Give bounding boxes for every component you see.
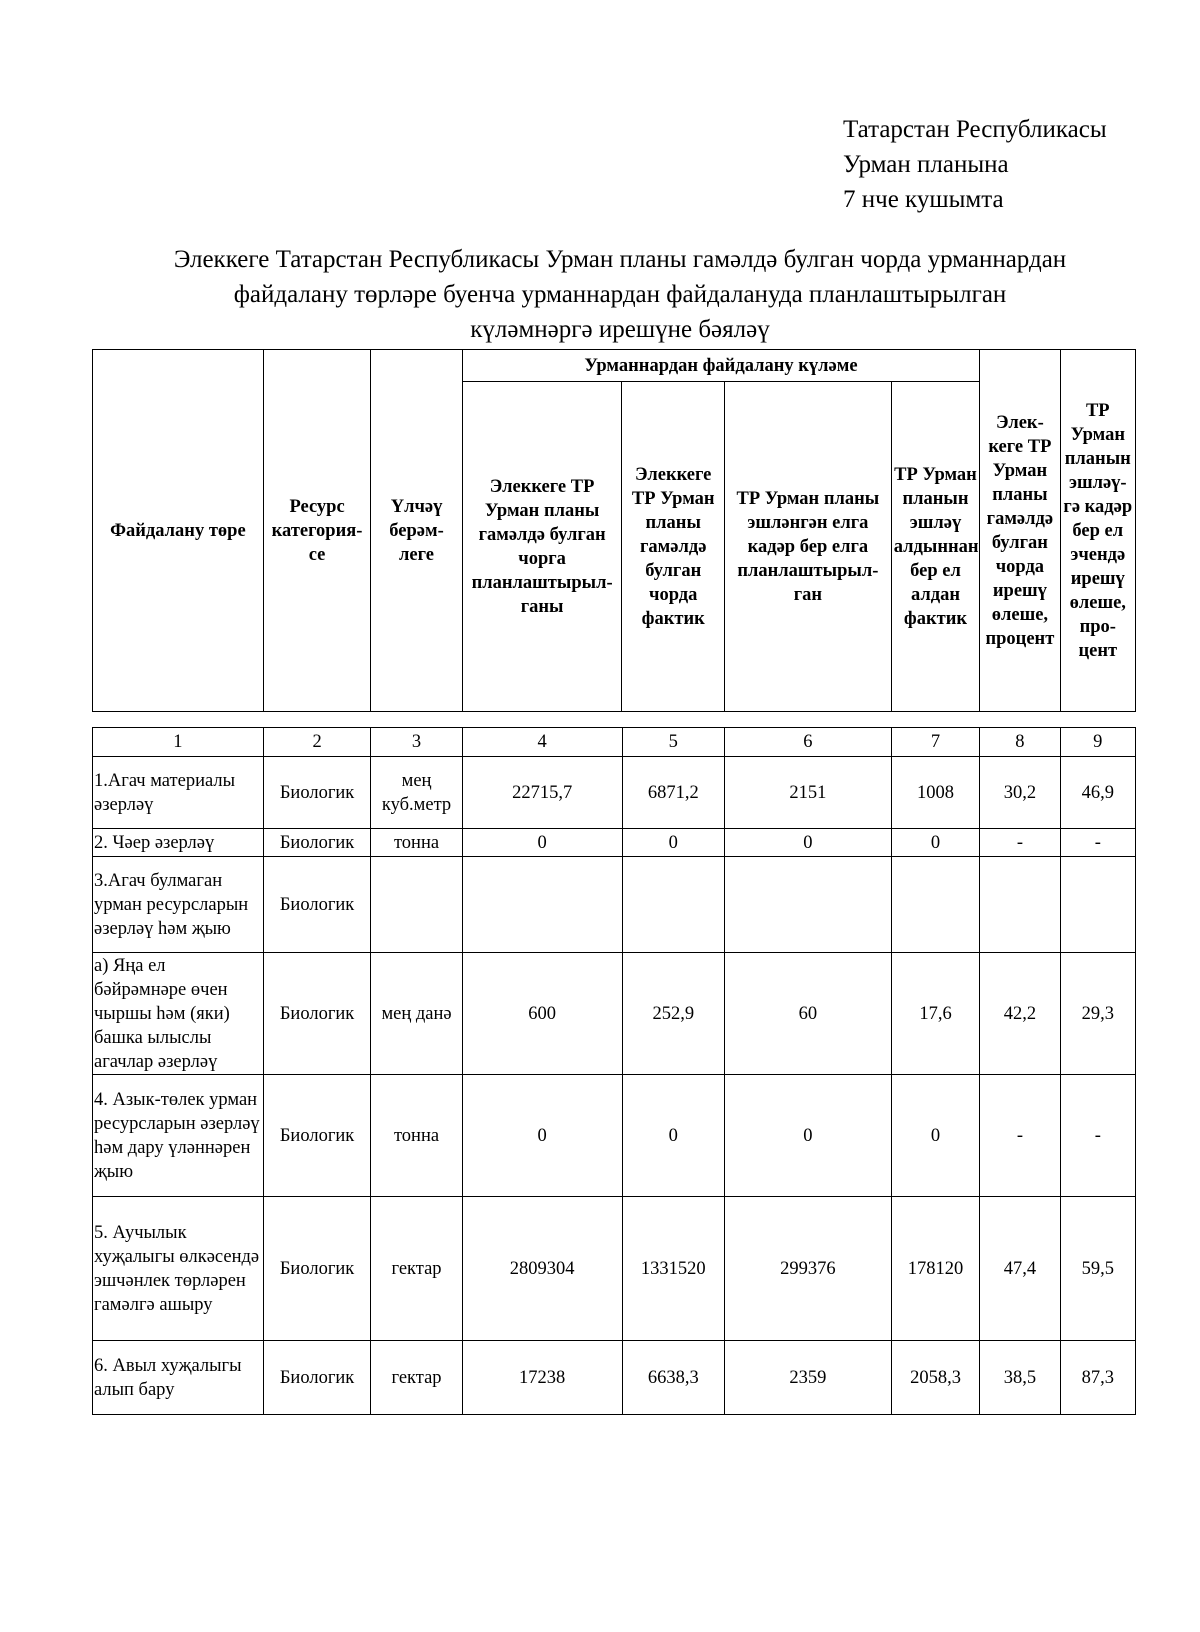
table-row: [93, 1075, 1136, 1197]
row-value: [891, 857, 979, 953]
row-value: 600: [462, 953, 622, 1075]
row-value: [980, 857, 1060, 953]
row-value: 47,4: [980, 1197, 1060, 1341]
header-usage-volume-group: Урманнардан файдалану күләме: [462, 350, 979, 382]
table-row: [93, 757, 1136, 829]
column-number: 9: [1060, 728, 1135, 757]
row-value: 29,3: [1060, 953, 1135, 1075]
title-line-3: күләмнәргә ирешүне бәяләү: [470, 316, 770, 343]
row-value: 42,2: [980, 953, 1060, 1075]
table-row: [93, 829, 1136, 857]
row-value: 46,9: [1060, 757, 1135, 829]
column-number: 6: [725, 728, 892, 757]
attachment-line-1: Татарстан Республикасы: [843, 116, 1107, 143]
row-value: 0: [622, 1075, 724, 1197]
title-line-1: Элеккеге Татарстан Республикасы Урман планы гамәлдә булган чорда урманнардан: [173, 246, 1067, 273]
row-unit: гектар: [371, 1197, 462, 1341]
row-unit: мең куб.метр: [371, 757, 462, 829]
row-category: Биологик: [263, 1197, 371, 1341]
row-category: Биологик: [263, 857, 371, 953]
row-value: 38,5: [980, 1341, 1060, 1415]
row-value: [1060, 857, 1135, 953]
row-category: Биологик: [263, 1075, 371, 1197]
header-achievement-share-year: ТР Урман планын эшләү-гә кадәр бер ел эчендә ирешү өлеше, про-цент: [1060, 350, 1135, 712]
row-value: 2058,3: [891, 1341, 979, 1415]
row-usage-type: а) Яңа ел бәйрәмнәре өчен чыршы һәм (яки) башка ылыслы агачлар әзерләү: [93, 953, 264, 1075]
row-unit: тонна: [371, 829, 462, 857]
row-usage-type: 6. Авыл хуҗалыгы алып бару: [93, 1341, 264, 1415]
data-table: [92, 727, 1136, 1415]
row-value: 59,5: [1060, 1197, 1135, 1341]
row-usage-type: 5. Аучылык хуҗалыгы өлкәсендә эшчәнлек төрләрен гамәлгә ашыру: [93, 1197, 264, 1341]
attachment-line-2: Урман планына: [843, 151, 1009, 178]
header-usage-type: Файдалану төре: [93, 350, 264, 712]
document-title: [80, 242, 1160, 347]
table-row: [93, 1341, 1136, 1415]
row-value: -: [1060, 829, 1135, 857]
row-unit: тонна: [371, 1075, 462, 1197]
row-value: 1331520: [622, 1197, 724, 1341]
table-header: [92, 349, 1136, 712]
row-value: [622, 857, 724, 953]
row-value: 0: [725, 829, 892, 857]
row-unit: мең данә: [371, 953, 462, 1075]
table-row: [93, 953, 1136, 1075]
row-value: 6638,3: [622, 1341, 724, 1415]
row-value: 0: [462, 829, 622, 857]
row-value: 178120: [891, 1197, 979, 1341]
row-value: 252,9: [622, 953, 724, 1075]
row-value: 17,6: [891, 953, 979, 1075]
row-value: 0: [891, 1075, 979, 1197]
header-actual-year: ТР Урман планын эшләү алдыннан бер ел алдан фактик: [891, 382, 979, 712]
row-value: 17238: [462, 1341, 622, 1415]
row-value: 1008: [891, 757, 979, 829]
row-usage-type: 1.Агач материалы әзерләү: [93, 757, 264, 829]
row-value: 2809304: [462, 1197, 622, 1341]
row-usage-type: 3.Агач булмаган урман ресурсларын әзерләү һәм җыю: [93, 857, 264, 953]
column-number: 2: [263, 728, 371, 757]
table-row: [93, 857, 1136, 953]
row-value: 2359: [725, 1341, 892, 1415]
header-resource-category: Ресурс категория-се: [263, 350, 371, 712]
row-value: 87,3: [1060, 1341, 1135, 1415]
row-category: Биологик: [263, 757, 371, 829]
column-number: 5: [622, 728, 724, 757]
row-value: [725, 857, 892, 953]
row-value: -: [1060, 1075, 1135, 1197]
row-value: 299376: [725, 1197, 892, 1341]
row-value: 0: [725, 1075, 892, 1197]
table-row: [93, 1197, 1136, 1341]
row-value: 0: [891, 829, 979, 857]
column-number: 8: [980, 728, 1060, 757]
attachment-line-3: 7 нче кушымта: [843, 186, 1004, 213]
row-value: -: [980, 829, 1060, 857]
title-line-2: файдалану төрләре буенча урманнардан файдалануда планлаштырылган: [233, 281, 1007, 308]
row-value: -: [980, 1075, 1060, 1197]
row-value: 22715,7: [462, 757, 622, 829]
header-planned-year: ТР Урман планы эшләнгән елга кадәр бер елга планлаштырыл-ган: [724, 382, 891, 712]
row-value: 0: [622, 829, 724, 857]
column-number: 3: [371, 728, 462, 757]
row-category: Биологик: [263, 1341, 371, 1415]
row-value: 30,2: [980, 757, 1060, 829]
column-number: 4: [462, 728, 622, 757]
row-category: Биологик: [263, 829, 371, 857]
header-achievement-share-period: Элек-кеге ТР Урман планы гамәлдә булган чорда ирешү өлеше, процент: [980, 350, 1060, 712]
row-usage-type: 4. Азык-төлек урман ресурсларын әзерләү һәм дару үләннәрен җыю: [93, 1075, 264, 1197]
header-planned-period: Элеккеге ТР Урман планы гамәлдә булган чорга планлаштырыл-ганы: [462, 382, 622, 712]
column-number: 7: [891, 728, 979, 757]
row-usage-type: 2. Чәер әзерләү: [93, 829, 264, 857]
row-value: 2151: [725, 757, 892, 829]
row-unit: гектар: [371, 1341, 462, 1415]
column-number: 1: [93, 728, 264, 757]
row-value: 0: [462, 1075, 622, 1197]
row-unit: [371, 857, 462, 953]
attachment-note: [843, 112, 1107, 217]
row-category: Биологик: [263, 953, 371, 1075]
row-value: 60: [725, 953, 892, 1075]
column-numbers-row: [93, 728, 1136, 757]
header-actual-period: Элеккеге ТР Урман планы гамәлдә булган чорда фактик: [622, 382, 724, 712]
row-value: [462, 857, 622, 953]
row-value: 6871,2: [622, 757, 724, 829]
header-unit: Үлчәү берәм-леге: [371, 350, 462, 712]
